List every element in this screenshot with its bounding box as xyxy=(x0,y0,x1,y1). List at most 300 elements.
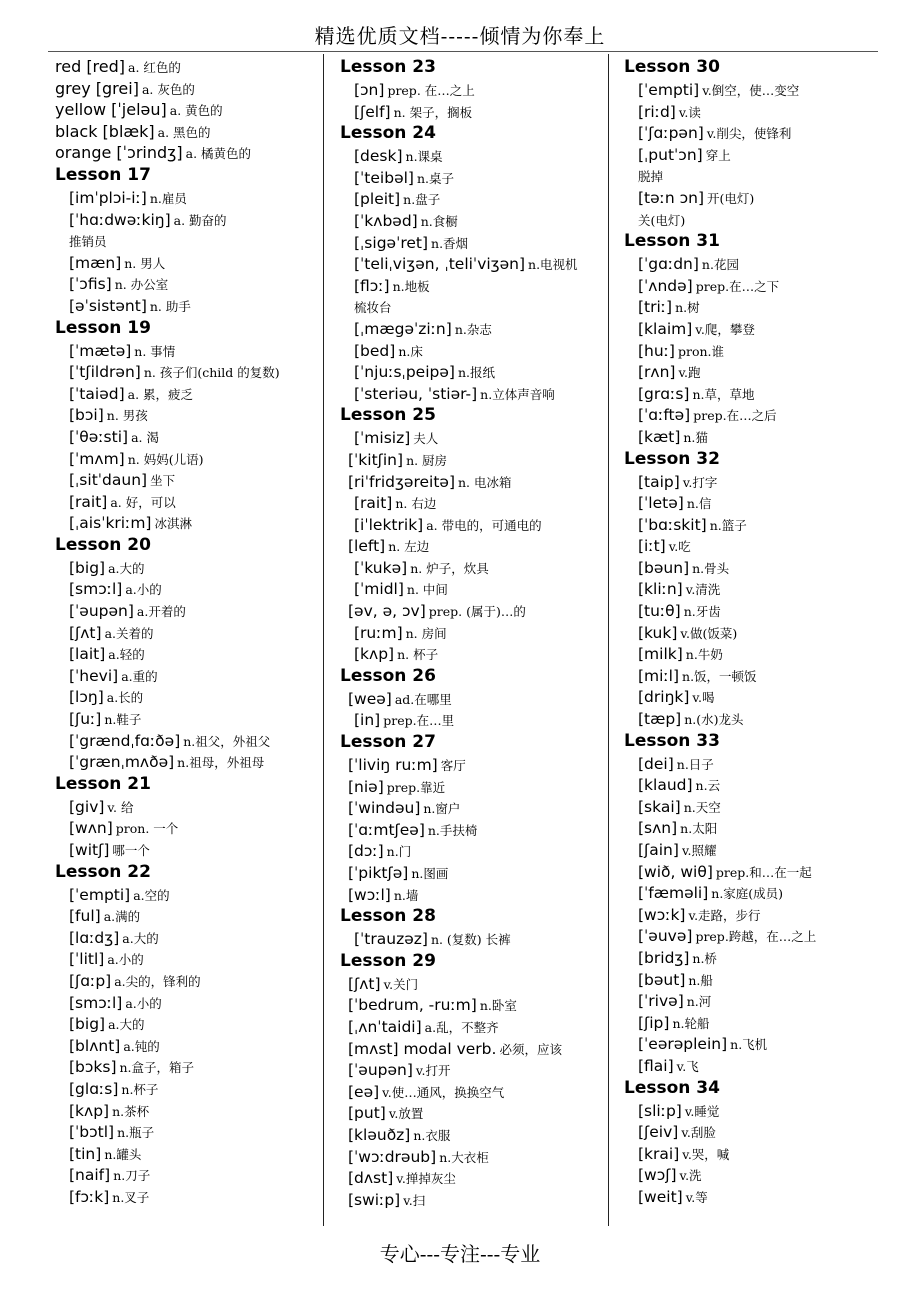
word-phonetic: yellow [ˈjeləu] xyxy=(55,100,167,120)
word-gloss: pron. 一个 xyxy=(115,821,179,837)
vocab-entry xyxy=(624,209,894,231)
vocab-entry xyxy=(340,514,605,536)
vocab-entry xyxy=(624,1100,894,1122)
word-gloss: v.打开 xyxy=(415,1063,451,1079)
word-phonetic: [mæn] xyxy=(69,253,122,272)
word-phonetic: [əv, ə, ɔv] xyxy=(348,602,426,621)
word-gloss: pron.谁 xyxy=(677,343,724,359)
word-gloss: v.喝 xyxy=(692,690,715,706)
word-phonetic: [weit] xyxy=(638,1187,683,1206)
vocab-entry xyxy=(340,578,605,600)
word-phonetic: [imˈplɔi-iː] xyxy=(69,188,147,207)
word-gloss: 冰淇淋 xyxy=(154,516,192,532)
vocab-entry xyxy=(624,383,894,405)
word-phonetic: [kləuðz] xyxy=(348,1125,411,1144)
word-phonetic: [grɑːs] xyxy=(638,384,690,403)
vocab-entry xyxy=(340,840,605,862)
word-phonetic: [iːt] xyxy=(638,537,666,556)
word-phonetic: [driŋk] xyxy=(638,688,690,707)
vocab-entry xyxy=(624,318,894,340)
word-phonetic: [ˈʃɑːpən] xyxy=(638,124,704,143)
word-phonetic: black [blæk] xyxy=(55,121,155,141)
vocab-entry xyxy=(624,796,894,818)
vocab-entry xyxy=(55,383,317,405)
word-gloss: n.刀子 xyxy=(113,1168,151,1184)
word-phonetic: [blʌnt] xyxy=(69,1036,121,1055)
word-phonetic: [ˈmisiz] xyxy=(354,429,411,448)
vocab-entry xyxy=(340,1146,605,1168)
vocab-entry xyxy=(624,122,894,144)
word-phonetic: [kliːn] xyxy=(638,580,683,599)
word-gloss: 脱掉 xyxy=(638,169,664,185)
word-phonetic: [ˌputˈɔn] xyxy=(638,145,703,164)
word-gloss: n.船 xyxy=(688,972,713,988)
vocab-entry xyxy=(55,578,317,600)
word-phonetic: [big] xyxy=(69,558,106,577)
word-gloss: n.地板 xyxy=(392,278,430,294)
word-gloss: v.使…通风，换换空气 xyxy=(382,1084,505,1100)
vocab-entry xyxy=(55,56,317,78)
word-phonetic: [bɔi] xyxy=(69,406,104,425)
vocab-entry xyxy=(55,751,317,773)
lesson-heading: Lesson 20 xyxy=(55,534,151,555)
vocab-entry xyxy=(55,209,317,231)
word-phonetic: [ˈsteriəu, ˈstiər-] xyxy=(354,384,478,403)
vocab-entry xyxy=(624,253,894,275)
vocab-entry xyxy=(340,1167,605,1189)
word-gloss: n.罐头 xyxy=(104,1146,142,1162)
vocab-entry xyxy=(624,643,894,665)
word-phonetic: [ˈəuvə] xyxy=(638,927,693,946)
word-gloss: n.牛奶 xyxy=(685,647,723,663)
word-phonetic: [klaim] xyxy=(638,319,693,338)
word-phonetic: [huː] xyxy=(638,341,675,360)
word-gloss: a.大的 xyxy=(122,930,159,946)
word-gloss: ad.在哪里 xyxy=(394,691,452,707)
word-phonetic: [təːn ɔn] xyxy=(638,188,705,207)
word-phonetic: [lɔŋ] xyxy=(69,688,104,707)
word-gloss: a.钝的 xyxy=(123,1038,160,1054)
word-phonetic: [ʃʌt] xyxy=(69,623,102,642)
word-gloss: n.天空 xyxy=(683,799,721,815)
word-gloss: prep.和…在一起 xyxy=(715,864,812,880)
word-phonetic: [dʌst] xyxy=(348,1169,394,1188)
word-phonetic: [wʌn] xyxy=(69,819,113,838)
word-gloss: a. 累，疲乏 xyxy=(127,386,194,402)
vocab-entry xyxy=(340,688,605,710)
word-phonetic: [rait] xyxy=(69,492,108,511)
word-gloss: a.大的 xyxy=(108,560,145,576)
word-gloss: n. 架子，搁板 xyxy=(393,104,473,120)
word-gloss: n. 妈妈(儿语) xyxy=(127,451,204,467)
vocab-entry xyxy=(624,426,894,448)
word-gloss: n.床 xyxy=(398,343,423,359)
word-gloss: n.香烟 xyxy=(431,235,469,251)
vocab-entry xyxy=(624,925,894,947)
vocab-entry xyxy=(624,361,894,383)
word-gloss: v.清洗 xyxy=(685,582,721,598)
word-gloss: v.哭，喊 xyxy=(682,1146,730,1162)
word-phonetic: [ˈɑːmtʃeə] xyxy=(348,820,425,839)
word-phonetic: [sliːp] xyxy=(638,1101,682,1120)
word-gloss: n. 右边 xyxy=(395,496,437,512)
word-phonetic: [ˈmætə] xyxy=(69,341,132,360)
word-gloss: n.瓶子 xyxy=(117,1125,155,1141)
vocab-entry xyxy=(624,1121,894,1143)
word-gloss: v.扫 xyxy=(403,1192,426,1208)
word-gloss: n.篮子 xyxy=(709,517,747,533)
vocab-entry xyxy=(55,1186,317,1208)
word-gloss: n.桥 xyxy=(692,950,717,966)
vocab-entry xyxy=(55,796,317,818)
word-gloss: n. 中间 xyxy=(406,582,448,598)
vocab-entry xyxy=(55,295,317,317)
vocab-entry xyxy=(340,535,605,557)
word-phonetic: [ˈhɑːdwəːkiŋ] xyxy=(69,210,171,229)
word-gloss: v.走路，步行 xyxy=(688,907,761,923)
vocab-entry xyxy=(55,491,317,513)
word-gloss: n.草，草地 xyxy=(692,386,755,402)
word-gloss: v.跑 xyxy=(678,365,701,381)
word-phonetic: [ɔn] xyxy=(354,81,385,99)
word-phonetic: [desk] xyxy=(354,147,403,166)
word-phonetic: [ˈθəːsti] xyxy=(69,427,129,446)
lesson-heading: Lesson 34 xyxy=(624,1077,720,1098)
vocab-entry xyxy=(55,252,317,274)
word-gloss: n.盘子 xyxy=(403,192,441,208)
vocab-entry xyxy=(55,121,317,143)
word-gloss: n.牙齿 xyxy=(683,604,721,620)
word-phonetic: [ˈeərəplein] xyxy=(638,1035,728,1054)
word-gloss: v.关门 xyxy=(383,976,419,992)
word-phonetic: [ˈempti] xyxy=(638,81,700,99)
word-phonetic: red [red] xyxy=(55,57,126,76)
vocab-entry xyxy=(340,79,605,101)
word-gloss: n. 事情 xyxy=(134,343,176,359)
lesson-heading: Lesson 26 xyxy=(340,665,436,686)
vocab-entry xyxy=(340,449,605,471)
vocab-entry xyxy=(55,78,317,100)
word-gloss: v.吃 xyxy=(668,539,691,555)
word-gloss: prep.在…之后 xyxy=(693,408,777,424)
vocab-entry xyxy=(55,905,317,927)
word-gloss: v.做(饭菜) xyxy=(680,625,738,641)
word-gloss: a. 红色的 xyxy=(128,60,181,75)
word-phonetic: [ˈmʌm] xyxy=(69,449,125,468)
lesson-heading: Lesson 17 xyxy=(55,164,151,185)
word-phonetic: [smɔːl] xyxy=(69,993,123,1012)
word-gloss: a. 带电的，可通电的 xyxy=(426,517,542,533)
word-gloss: a.尖的，锋利的 xyxy=(114,973,201,989)
word-gloss: n.雇员 xyxy=(149,190,187,206)
word-gloss: v.掸掉灰尘 xyxy=(396,1171,456,1187)
word-gloss: n. 助手 xyxy=(149,298,191,314)
word-gloss: v.削尖，使锋利 xyxy=(706,126,792,142)
word-gloss: n.茶杯 xyxy=(112,1103,150,1119)
word-gloss: 穿上 xyxy=(705,147,731,163)
word-phonetic: [wɔʃ] xyxy=(638,1166,677,1185)
word-gloss: n.桌子 xyxy=(416,170,454,186)
vocab-entry xyxy=(55,187,317,209)
word-phonetic: [mʌst] modal verb. xyxy=(348,1039,497,1058)
vocab-entry xyxy=(340,471,605,493)
vocab-entry xyxy=(55,1143,317,1165)
word-gloss: n.信 xyxy=(686,496,712,512)
vocab-entry xyxy=(55,469,317,491)
vocab-entry xyxy=(624,817,894,839)
header-divider xyxy=(48,51,878,52)
word-gloss: a.长的 xyxy=(106,690,144,706)
word-phonetic: [dɔː] xyxy=(348,842,384,861)
word-gloss: 客厅 xyxy=(440,758,466,774)
vocab-entry xyxy=(624,686,894,708)
lesson-heading: Lesson 29 xyxy=(340,950,436,971)
vocab-entry xyxy=(55,1164,317,1186)
word-gloss: 哪一个 xyxy=(112,843,150,858)
vocab-entry xyxy=(340,1038,605,1060)
vocab-entry xyxy=(55,1035,317,1057)
word-gloss: v.等 xyxy=(685,1189,708,1205)
word-gloss: a.小的 xyxy=(125,582,162,598)
word-gloss: n. 男孩 xyxy=(106,408,148,424)
word-gloss: n.太阳 xyxy=(680,821,718,837)
column-divider xyxy=(323,54,324,1226)
word-phonetic: [ˈteliˌviʒən, ˌteliˈviʒən] xyxy=(354,255,526,274)
word-phonetic: [ˈbɔtl] xyxy=(69,1123,115,1142)
word-gloss: n.衣服 xyxy=(413,1127,451,1143)
vocab-entry xyxy=(55,665,317,687)
word-phonetic: [miːl] xyxy=(638,666,680,685)
vocab-column-1 xyxy=(55,56,317,1208)
word-gloss: n.轮船 xyxy=(672,1015,710,1031)
vocab-entry xyxy=(340,622,605,644)
vocab-entry xyxy=(55,1100,317,1122)
word-phonetic: [ˈbɑːskit] xyxy=(638,515,707,534)
word-phonetic: [ˈkʌbəd] xyxy=(354,211,418,230)
vocab-entry xyxy=(340,643,605,665)
word-phonetic: [bəut] xyxy=(638,970,686,989)
vocab-entry xyxy=(624,947,894,969)
word-phonetic: [ˈtʃildrən] xyxy=(69,363,141,382)
word-gloss: 关(电灯) xyxy=(638,212,686,228)
word-gloss: 夫人 xyxy=(413,431,439,447)
word-gloss: n.立体声音响 xyxy=(480,386,555,402)
word-gloss: n. 房间 xyxy=(405,625,447,641)
lesson-heading: Lesson 28 xyxy=(340,906,436,927)
word-phonetic: [ˈɔfis] xyxy=(69,275,112,294)
vocab-entry xyxy=(55,557,317,579)
word-gloss: n.卧室 xyxy=(479,998,517,1014)
vocab-entry xyxy=(624,969,894,991)
vocab-entry xyxy=(340,383,605,405)
word-phonetic: [riːd] xyxy=(638,102,676,121)
word-gloss: a.开着的 xyxy=(136,604,186,620)
word-phonetic: [ˈgɑːdn] xyxy=(638,255,699,274)
word-phonetic: [smɔːl] xyxy=(69,580,123,599)
word-phonetic: [wɔːl] xyxy=(348,885,391,904)
vocab-entry xyxy=(340,253,605,275)
word-gloss: a. 橘黄色的 xyxy=(185,146,252,162)
word-gloss: a.关着的 xyxy=(104,625,154,641)
word-gloss: n.家庭(成员) xyxy=(711,886,784,902)
vocab-entry xyxy=(624,340,894,362)
vocab-entry xyxy=(624,187,894,209)
word-gloss: n.杯子 xyxy=(121,1081,159,1097)
vocab-entry xyxy=(624,1055,894,1077)
word-gloss: n.大衣柜 xyxy=(439,1149,489,1165)
word-gloss: n.祖父，外祖父 xyxy=(183,733,271,749)
vocab-entry xyxy=(340,1016,605,1038)
word-phonetic: [ʃip] xyxy=(638,1013,670,1032)
vocab-entry xyxy=(624,882,894,904)
word-gloss: a. 好，可以 xyxy=(110,494,176,510)
vocab-entry xyxy=(55,927,317,949)
word-gloss: n.窗户 xyxy=(423,801,461,817)
word-gloss: a. 勤奋的 xyxy=(173,212,227,228)
word-phonetic: [big] xyxy=(69,1015,106,1034)
vocab-entry xyxy=(624,861,894,883)
word-gloss: n.鞋子 xyxy=(104,712,142,728)
vocab-entry xyxy=(624,1033,894,1055)
word-gloss: n. 孩子们(child 的复数) xyxy=(143,365,280,381)
lesson-heading: Lesson 24 xyxy=(340,123,436,144)
vocab-entry xyxy=(340,1059,605,1081)
vocab-entry xyxy=(340,928,605,950)
vocab-entry xyxy=(55,230,317,252)
word-gloss: n.猫 xyxy=(683,429,708,445)
word-phonetic: [milk] xyxy=(638,645,683,664)
word-phonetic: [iˈlektrik] xyxy=(354,515,424,534)
word-gloss: n.墙 xyxy=(393,887,419,903)
vocab-entry xyxy=(624,1164,894,1186)
word-phonetic: [ˈwindəu] xyxy=(348,799,421,818)
word-gloss: prep. (属于)…的 xyxy=(428,604,526,620)
word-gloss: n. 男人 xyxy=(124,255,166,271)
word-phonetic: [kuk] xyxy=(638,623,678,642)
vocab-entry xyxy=(624,144,894,166)
word-phonetic: [ˈgrændˌfɑːðə] xyxy=(69,731,181,750)
word-gloss: v.爬，攀登 xyxy=(695,321,755,337)
vocab-entry xyxy=(340,557,605,579)
word-gloss: v.睡觉 xyxy=(684,1103,720,1119)
vocab-entry xyxy=(55,99,317,121)
vocab-entry xyxy=(624,514,894,536)
vocab-entry xyxy=(624,578,894,600)
word-phonetic: [eə] xyxy=(348,1082,380,1101)
vocab-entry xyxy=(340,188,605,210)
vocab-entry xyxy=(624,79,894,101)
word-gloss: prep. 在…之上 xyxy=(387,83,475,98)
vocab-entry xyxy=(55,426,317,448)
vocab-entry xyxy=(55,340,317,362)
word-gloss: n. 办公室 xyxy=(114,277,169,293)
vocab-entry xyxy=(624,622,894,644)
lesson-heading: Lesson 33 xyxy=(624,730,720,751)
word-gloss: 梳妆台 xyxy=(354,300,392,316)
word-phonetic: [wɔːk] xyxy=(638,905,686,924)
vocab-entry xyxy=(340,884,605,906)
word-phonetic: [glɑːs] xyxy=(69,1079,119,1098)
word-phonetic: [weə] xyxy=(348,689,392,708)
vocab-entry xyxy=(55,1078,317,1100)
word-phonetic: [wið, wiθ] xyxy=(638,862,713,881)
word-phonetic: [tæp] xyxy=(638,710,682,729)
lesson-heading: Lesson 27 xyxy=(340,732,436,753)
word-gloss: n. 杯子 xyxy=(397,647,439,663)
vocab-column-3 xyxy=(624,56,894,1208)
word-gloss: n.日子 xyxy=(676,756,714,772)
word-gloss: n.花园 xyxy=(701,257,739,273)
vocab-entry xyxy=(340,340,605,362)
word-phonetic: [ˈgrænˌmʌðə] xyxy=(69,753,175,772)
word-gloss: n. 左边 xyxy=(388,539,430,555)
vocab-entry xyxy=(55,708,317,730)
word-gloss: a. 渴 xyxy=(131,429,159,445)
word-phonetic: [ˈhevi] xyxy=(69,666,119,685)
word-phonetic: [flai] xyxy=(638,1056,674,1075)
word-phonetic: [bridʒ] xyxy=(638,948,690,967)
word-phonetic: [swiːp] xyxy=(348,1190,401,1209)
vocab-entry xyxy=(55,1013,317,1035)
vocab-entry xyxy=(55,817,317,839)
word-phonetic: [ˈkitʃin] xyxy=(348,450,404,469)
word-gloss: n.食橱 xyxy=(420,213,458,229)
vocab-entry xyxy=(624,600,894,622)
vocab-entry xyxy=(55,643,317,665)
word-gloss: v.打字 xyxy=(682,474,718,490)
word-phonetic: [in] xyxy=(354,711,381,730)
word-phonetic: [ˈəupən] xyxy=(348,1061,413,1080)
vocab-column-2 xyxy=(340,56,605,1210)
word-gloss: v.飞 xyxy=(676,1058,699,1074)
word-gloss: a. 灰色的 xyxy=(141,81,195,97)
word-phonetic: [ful] xyxy=(69,907,101,926)
vocab-entry xyxy=(340,361,605,383)
vocab-entry xyxy=(340,819,605,841)
word-phonetic: [sʌn] xyxy=(638,819,678,838)
vocab-entry xyxy=(624,753,894,775)
page-footer: 专心---专注---专业 xyxy=(379,1242,541,1266)
word-phonetic: [triː] xyxy=(638,298,673,317)
vocab-entry xyxy=(55,512,317,534)
word-gloss: n. 电冰箱 xyxy=(458,474,512,490)
vocab-entry xyxy=(340,296,605,318)
word-gloss: n.门 xyxy=(386,844,412,860)
vocab-entry xyxy=(340,101,605,123)
column-divider xyxy=(608,54,609,1226)
vocab-entry xyxy=(55,622,317,644)
vocab-entry xyxy=(340,232,605,254)
word-phonetic: [kæt] xyxy=(638,427,681,446)
word-gloss: prep.在…之下 xyxy=(695,278,780,294)
word-gloss: n.盒子，箱子 xyxy=(119,1060,195,1076)
word-gloss: n.报纸 xyxy=(457,365,495,381)
word-phonetic: [ˈempti] xyxy=(69,885,131,904)
word-gloss: n.饭，一顿饭 xyxy=(682,668,757,684)
word-phonetic: [ˌsitˈdaun] xyxy=(69,471,148,490)
word-gloss: n.电视机 xyxy=(528,257,578,273)
word-phonetic: [klaud] xyxy=(638,776,693,795)
vocab-entry xyxy=(624,665,894,687)
word-phonetic: [ˌmægəˈziːn] xyxy=(354,319,452,338)
word-phonetic: [tin] xyxy=(69,1144,102,1163)
word-phonetic: [ˈteibəl] xyxy=(354,168,414,187)
word-gloss: n.祖母，外祖母 xyxy=(177,755,265,771)
vocab-entry xyxy=(55,992,317,1014)
word-gloss: n.骨头 xyxy=(692,560,730,576)
word-phonetic: [tuːθ] xyxy=(638,602,681,621)
vocab-entry xyxy=(624,535,894,557)
